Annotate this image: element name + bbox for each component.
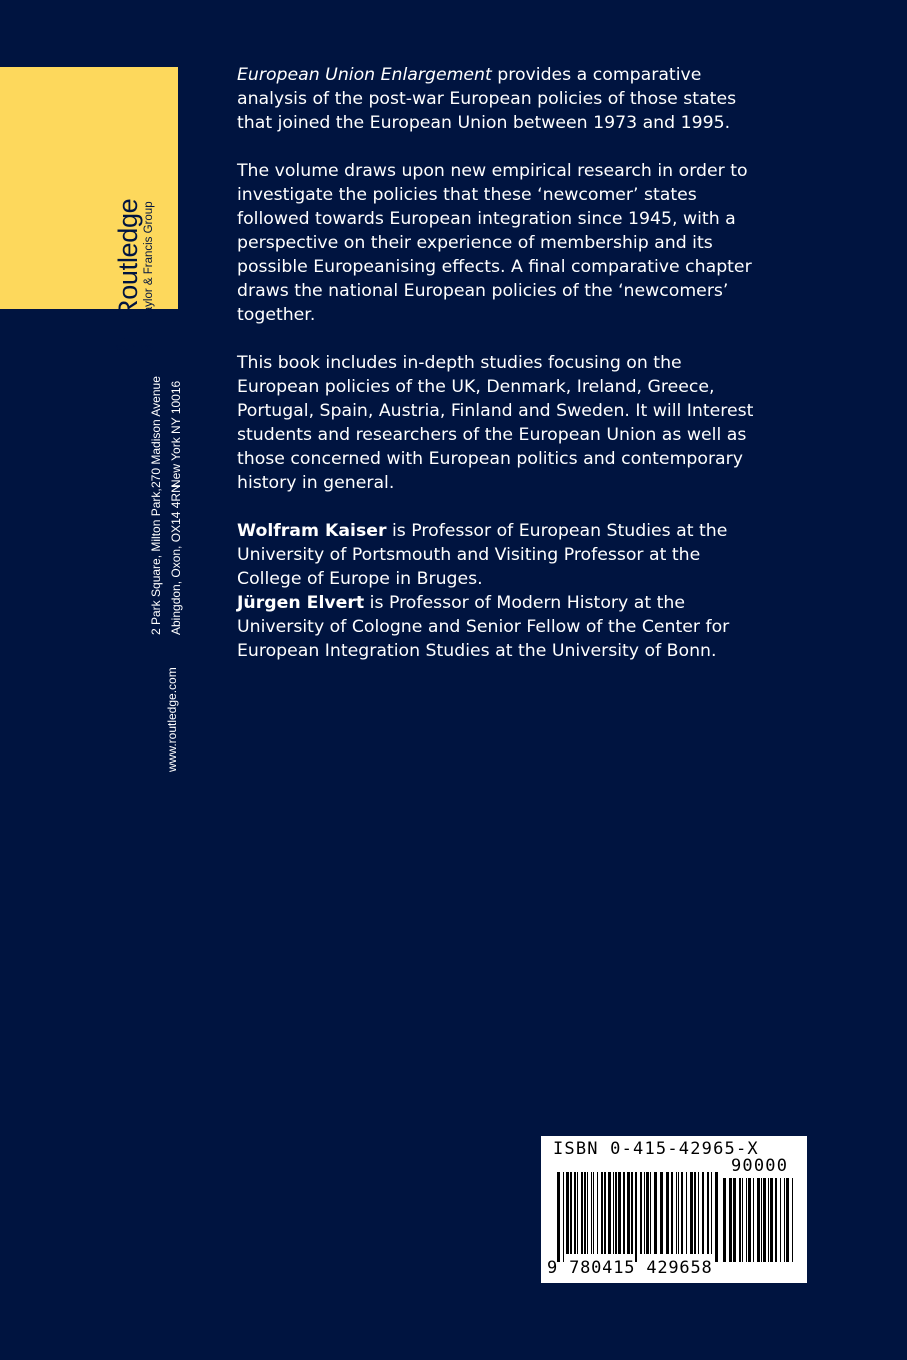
author-1-bio: is Professor of European Studies at the University of Portsmouth and Visiting Professor at the College of Europe in Bruges. [237,521,728,589]
addon-bar [761,1178,762,1262]
addon-bar [786,1178,789,1262]
barcode-bar [644,1172,645,1254]
barcode-bar [627,1172,630,1254]
barcode-bar [570,1172,572,1254]
barcode-bar [631,1172,633,1254]
addon-bar [775,1178,777,1262]
barcode-bar [654,1172,657,1254]
addon-bar [748,1178,751,1262]
addon-bar [729,1178,732,1262]
author-1-name: Wolfram Kaiser [237,521,387,541]
barcode-bar [650,1172,651,1254]
routledge-logo [115,199,156,359]
blurb-paragraph-3: This book includes in-depth studies focusing on the European policies of the UK, Denmark, Ireland, Greece, Portugal, Spain, Austria, Finland and Sweden. It will Interest students and researchers of the European Union as well as those concerned with European politics and contemporary history in general. [237,353,754,493]
barcode-bar [715,1172,718,1262]
book-blurb [237,63,757,663]
barcode-bar [660,1172,663,1254]
publisher-group: Taylor & Francis Group [143,201,155,319]
addon-bar [757,1178,760,1262]
addon-bar [742,1178,743,1262]
ean-number: 9 780415 429658 [547,1258,713,1278]
barcode-bar [707,1172,709,1254]
barcode-bar [574,1172,576,1254]
book-title: European Union Enlargement [237,65,492,85]
barcode-bar [686,1172,687,1254]
addon-bar [792,1178,793,1262]
barcode-bar [563,1172,564,1262]
barcode-bar [646,1172,649,1254]
addon-bar [768,1178,769,1262]
barcode-bar [613,1172,614,1254]
blurb-paragraph-1 [237,63,757,135]
addon-bar [763,1178,766,1262]
blurb-paragraph-1-text: provides a comparative analysis of the post-war European policies of those states that joined the European Union between 1973 and 1995. [237,65,737,133]
barcode-bar [601,1172,603,1254]
barcode-bar [557,1172,560,1262]
addon-bar [780,1178,781,1262]
barcode-bar [581,1172,583,1254]
barcode-bar [593,1172,594,1254]
address-line2-col1: Abingdon, Oxon, OX14 4RN [169,484,183,635]
barcode-bar [597,1172,598,1254]
ean-barcode [557,1172,719,1262]
barcode-bar [608,1172,611,1254]
author-2-bio: is Professor of Modern History at the University of Cologne and Senior Fellow of the Center for European Integration Studies at the University of Bonn. [237,593,730,661]
barcode-bar [690,1172,693,1254]
isbn-number: ISBN 0-415-42965-X [553,1139,759,1159]
routledge-wave-icon [122,325,148,359]
addon-bar [723,1178,726,1262]
addon-bar [753,1178,754,1262]
barcode-bar [694,1172,696,1254]
address-line1-col2: 270 Madison Avenue [149,376,163,488]
barcode-bar [584,1172,586,1254]
barcode-bar [681,1172,683,1254]
address-line2-col2: New York NY 10016 [169,380,183,488]
barcode-bar [698,1172,699,1254]
barcode-bar [711,1172,712,1254]
publisher-website: www.routledge.com [165,667,179,772]
blurb-paragraph-2: The volume draws upon new empirical research in order to investigate the policies that these ‘newcomer’ states followed towards European integration since 1945, with a perspective on their experience of membership and its possible Europeanising effects. A final comparative chapter draws the national European policies of the ‘newcomers’ together. [237,161,752,325]
addon-bar [733,1178,736,1262]
publisher-address [146,376,186,635]
barcode-bar [577,1172,578,1254]
addon-bar [739,1178,741,1262]
addon-bar [770,1178,773,1262]
author-bio-2 [237,591,757,663]
publisher-name: Routledge [113,198,143,319]
barcode-bar [587,1172,588,1254]
barcode-bar [635,1172,637,1262]
barcode-box [541,1136,807,1283]
barcode-bar [671,1172,673,1254]
barcode-bar [678,1172,679,1254]
author-bio-1 [237,519,757,591]
barcode-bar [640,1172,642,1254]
price-code: 90000 [731,1156,789,1176]
author-2-name: Jürgen Elvert [237,593,365,613]
logo-caption: ROUTLEDGE [113,345,158,352]
barcode-bar [618,1172,621,1254]
price-addon-barcode [723,1178,795,1262]
barcode-bar [566,1172,569,1254]
barcode-bar [604,1172,606,1254]
address-line1-col1: 2 Park Square, Milton Park, [149,488,163,635]
barcode-bar [676,1172,677,1254]
barcode-bar [591,1172,592,1254]
publisher-logo-panel [0,67,178,352]
addon-bar [784,1178,785,1262]
barcode-bar [615,1172,617,1254]
barcode-bar [702,1172,704,1254]
addon-bar [746,1178,747,1262]
barcode-bar [666,1172,669,1254]
barcode-bar [623,1172,625,1254]
